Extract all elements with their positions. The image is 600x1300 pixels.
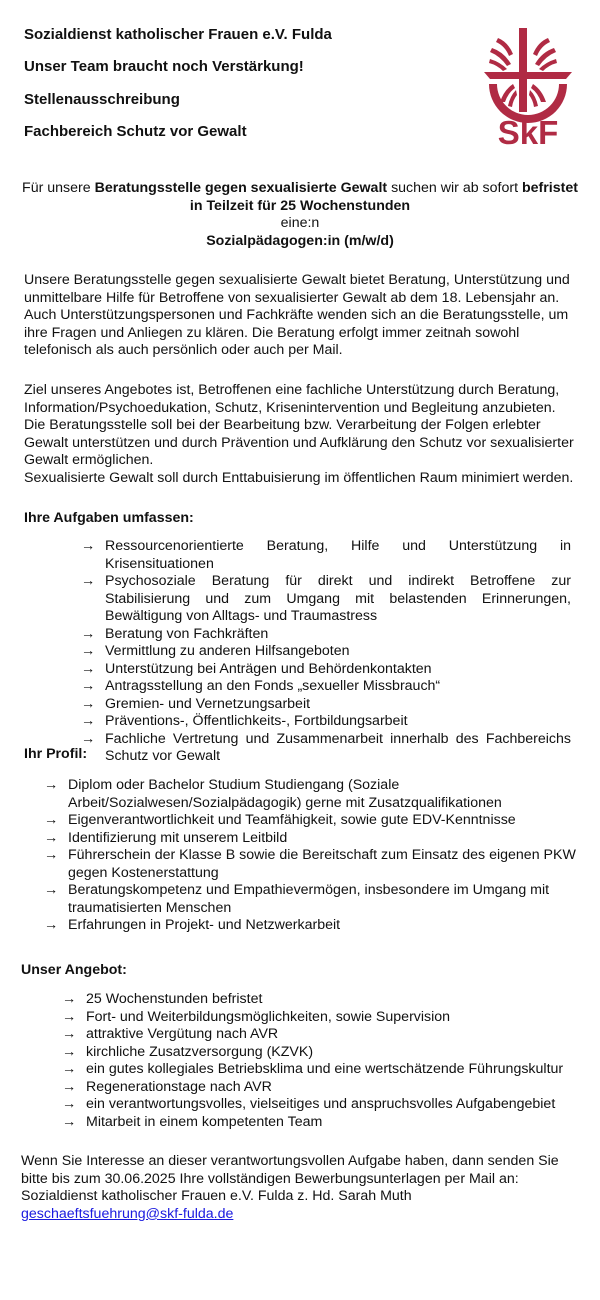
list-item-text: Erfahrungen in Projekt- und Netzwerkarbeit — [68, 917, 341, 933]
list-item — [81, 538, 571, 573]
tasks-list — [81, 538, 571, 766]
goal-paragraph — [24, 382, 580, 488]
arrow-right-icon: → — [81, 678, 96, 694]
list-item — [81, 678, 571, 696]
list-item-text: Beratung von Fachkräften — [105, 625, 269, 642]
list-item — [81, 696, 571, 714]
list-item-text: Fort- und Weiterbildungsmöglichkeiten, sowie Supervision — [86, 1008, 451, 1025]
arrow-right-icon: → — [44, 882, 59, 898]
arrow-right-icon: → — [81, 713, 96, 729]
intro-block — [20, 180, 580, 250]
position-title: Sozialpädagogen:in (m/w/d) — [206, 232, 394, 249]
intro-bold-service: Beratungsstelle gegen sexualisierte Gewalt — [94, 180, 388, 196]
list-item — [62, 1079, 592, 1097]
list-item-text: Beratungskompetenz und Empathievermögen, insbesondere im Umgang mit traumatisierten Menschen — [68, 882, 550, 916]
list-item — [81, 713, 571, 731]
list-item-text: Gremien- und Vernetzungsarbeit — [105, 695, 311, 712]
arrow-right-icon: → — [62, 1061, 77, 1077]
list-item — [44, 777, 584, 812]
list-item-text: Identifizierung mit unserem Leitbild — [68, 829, 288, 846]
list-item — [62, 1114, 592, 1132]
arrow-right-icon: → — [62, 1078, 77, 1095]
org-name: Sozialdienst katholischer Frauen e.V. Fulda — [24, 26, 332, 43]
list-item — [81, 626, 571, 644]
list-item-text: 25 Wochenstunden befristet — [86, 991, 263, 1007]
arrow-right-icon: → — [44, 847, 59, 863]
arrow-right-icon: → — [44, 777, 59, 793]
slogan: Unser Team braucht noch Verstärkung! — [24, 58, 304, 75]
profile-list — [44, 777, 584, 935]
goal-text-2: Sexualisierte Gewalt soll durch Enttabuisierung im öffentlichen Raum minimiert werden. — [24, 469, 574, 486]
list-item-text: Eigenverantwortlichkeit und Teamfähigkeit, sowie gute EDV-Kenntnisse — [68, 812, 516, 828]
list-item — [62, 991, 592, 1009]
list-item — [81, 573, 571, 626]
list-item-text: Psychosoziale Beratung für direkt und indirekt Betroffene zur Stabilisierung und zum Umgang mit belastenden Erinnerungen, Bewältigung von Alltags- und Traumastress — [105, 573, 571, 624]
arrow-right-icon: → — [62, 1096, 77, 1112]
list-item — [81, 661, 571, 679]
list-item-text: attraktive Vergütung nach AVR — [86, 1026, 279, 1042]
list-item — [44, 847, 584, 882]
closing-paragraph — [21, 1153, 581, 1223]
arrow-right-icon: → — [44, 917, 59, 933]
intro-text: Für unsere — [22, 180, 95, 196]
arrow-right-icon: → — [62, 1043, 77, 1060]
list-item — [81, 643, 571, 661]
tasks-heading: Ihre Aufgaben umfassen: — [24, 510, 194, 526]
list-item-text: kirchliche Zusatzversorgung (KZVK) — [86, 1043, 314, 1060]
arrow-right-icon: → — [81, 625, 96, 642]
arrow-right-icon: → — [44, 829, 59, 846]
arrow-right-icon: → — [62, 1026, 77, 1042]
list-item-text: Antragsstellung an den Fonds „sexueller Missbrauch“ — [105, 678, 441, 694]
list-item-text: Diplom oder Bachelor Studium Studiengang (Soziale Arbeit/Sozialwesen/Sozialpädagogik) gerne mit Zusatzqualifikationen — [68, 777, 502, 811]
intro-bold-terms: befristet in Teilzeit für 25 Wochenstunden — [189, 180, 578, 214]
arrow-right-icon: → — [81, 695, 96, 712]
list-item-text: Führerschein der Klasse B sowie die Bereitschaft zum Einsatz des eigenen PKW gegen Kostenerstattung — [68, 847, 576, 881]
contact-person: Sozialdienst katholischer Frauen e.V. Fulda z. Hd. Sarah Muth — [21, 1188, 412, 1205]
email-link[interactable]: geschaeftsfuehrung@skf-fulda.de — [21, 1205, 234, 1222]
profile-heading: Ihr Profil: — [24, 746, 88, 762]
arrow-right-icon: → — [81, 573, 96, 589]
intro-article: eine:n — [280, 215, 320, 231]
department: Fachbereich Schutz vor Gewalt — [24, 123, 247, 140]
skf-logo — [478, 22, 578, 152]
goal-text: Ziel unseres Angebotes ist, Betroffenen eine fachliche Unterstützung durch Beratung, Information/Psychoedukation, Schutz, Krisenintervention und Begleitung anzubieten. Die Beratungsstelle soll bei der Bearbeitung bzw. Verarbeitung der Folgen erlebter Gewalt unterstützen und durch Prävention und Aufklärung den Schutz vor sexualisierter Gewalt ermöglichen. — [24, 382, 574, 469]
list-item — [44, 830, 584, 848]
list-item-text: ein verantwortungsvolles, vielseitiges und anspruchsvolles Aufgabengebiet — [86, 1096, 556, 1112]
arrow-right-icon: → — [81, 643, 96, 659]
intro-line — [20, 180, 580, 215]
list-item — [81, 731, 571, 766]
offer-list — [62, 991, 592, 1131]
list-item-text: Unterstützung bei Anträgen und Behördenkontakten — [105, 660, 432, 677]
document-type: Stellenausschreibung — [24, 91, 180, 108]
list-item-text: Mitarbeit in einem kompetenten Team — [86, 1113, 323, 1130]
list-item — [62, 1009, 592, 1027]
closing-text: Wenn Sie Interesse an dieser verantwortungsvollen Aufgabe haben, dann senden Sie bitte bis zum 30.06.2025 Ihre vollständigen Bewerbungsunterlagen per Mail an: — [21, 1153, 559, 1187]
list-item — [62, 1026, 592, 1044]
arrow-right-icon: → — [81, 538, 96, 554]
list-item — [44, 882, 584, 917]
arrow-right-icon: → — [81, 730, 96, 747]
list-item-text: Vermittlung zu anderen Hilfsangeboten — [105, 643, 350, 659]
list-item — [62, 1061, 592, 1079]
list-item-text: Ressourcenorientierte Beratung, Hilfe und Unterstützung in Krisensituationen — [105, 538, 571, 572]
arrow-right-icon: → — [62, 1113, 77, 1130]
list-item-text: Präventions-, Öffentlichkeits-, Fortbildungsarbeit — [105, 713, 408, 729]
arrow-right-icon: → — [44, 812, 59, 828]
list-item-text: Fachliche Vertretung und Zusammenarbeit innerhalb des Fachbereichs Schutz vor Gewalt — [105, 730, 571, 764]
arrow-right-icon: → — [62, 991, 77, 1007]
list-item — [44, 917, 584, 935]
list-item — [62, 1096, 592, 1114]
arrow-right-icon: → — [62, 1008, 77, 1025]
list-item-text: Regenerationstage nach AVR — [86, 1078, 272, 1095]
list-item — [62, 1044, 592, 1062]
logo-text: SkF — [497, 114, 559, 151]
intro-text: suchen wir ab sofort — [387, 180, 522, 196]
list-item-text: ein gutes kollegiales Betriebsklima und eine wertschätzende Führungskultur — [86, 1061, 564, 1077]
offer-heading: Unser Angebot: — [21, 962, 127, 978]
description-paragraph: Unsere Beratungsstelle gegen sexualisierte Gewalt bietet Beratung, Unterstützung und unmittelbare Hilfe für Betroffene von sexualisierter Gewalt ab dem 18. Lebensjahr an. Auch Unterstützungspersonen und Fachkräfte wenden sich an die Beratungsstelle, um ihre Fragen und Anliegen zu klären. Die Beratung erfolgt immer zeitnah sowohl telefonisch als auch persönlich oder auch per Mail. — [24, 272, 570, 359]
list-item — [44, 812, 584, 830]
arrow-right-icon: → — [81, 660, 96, 677]
